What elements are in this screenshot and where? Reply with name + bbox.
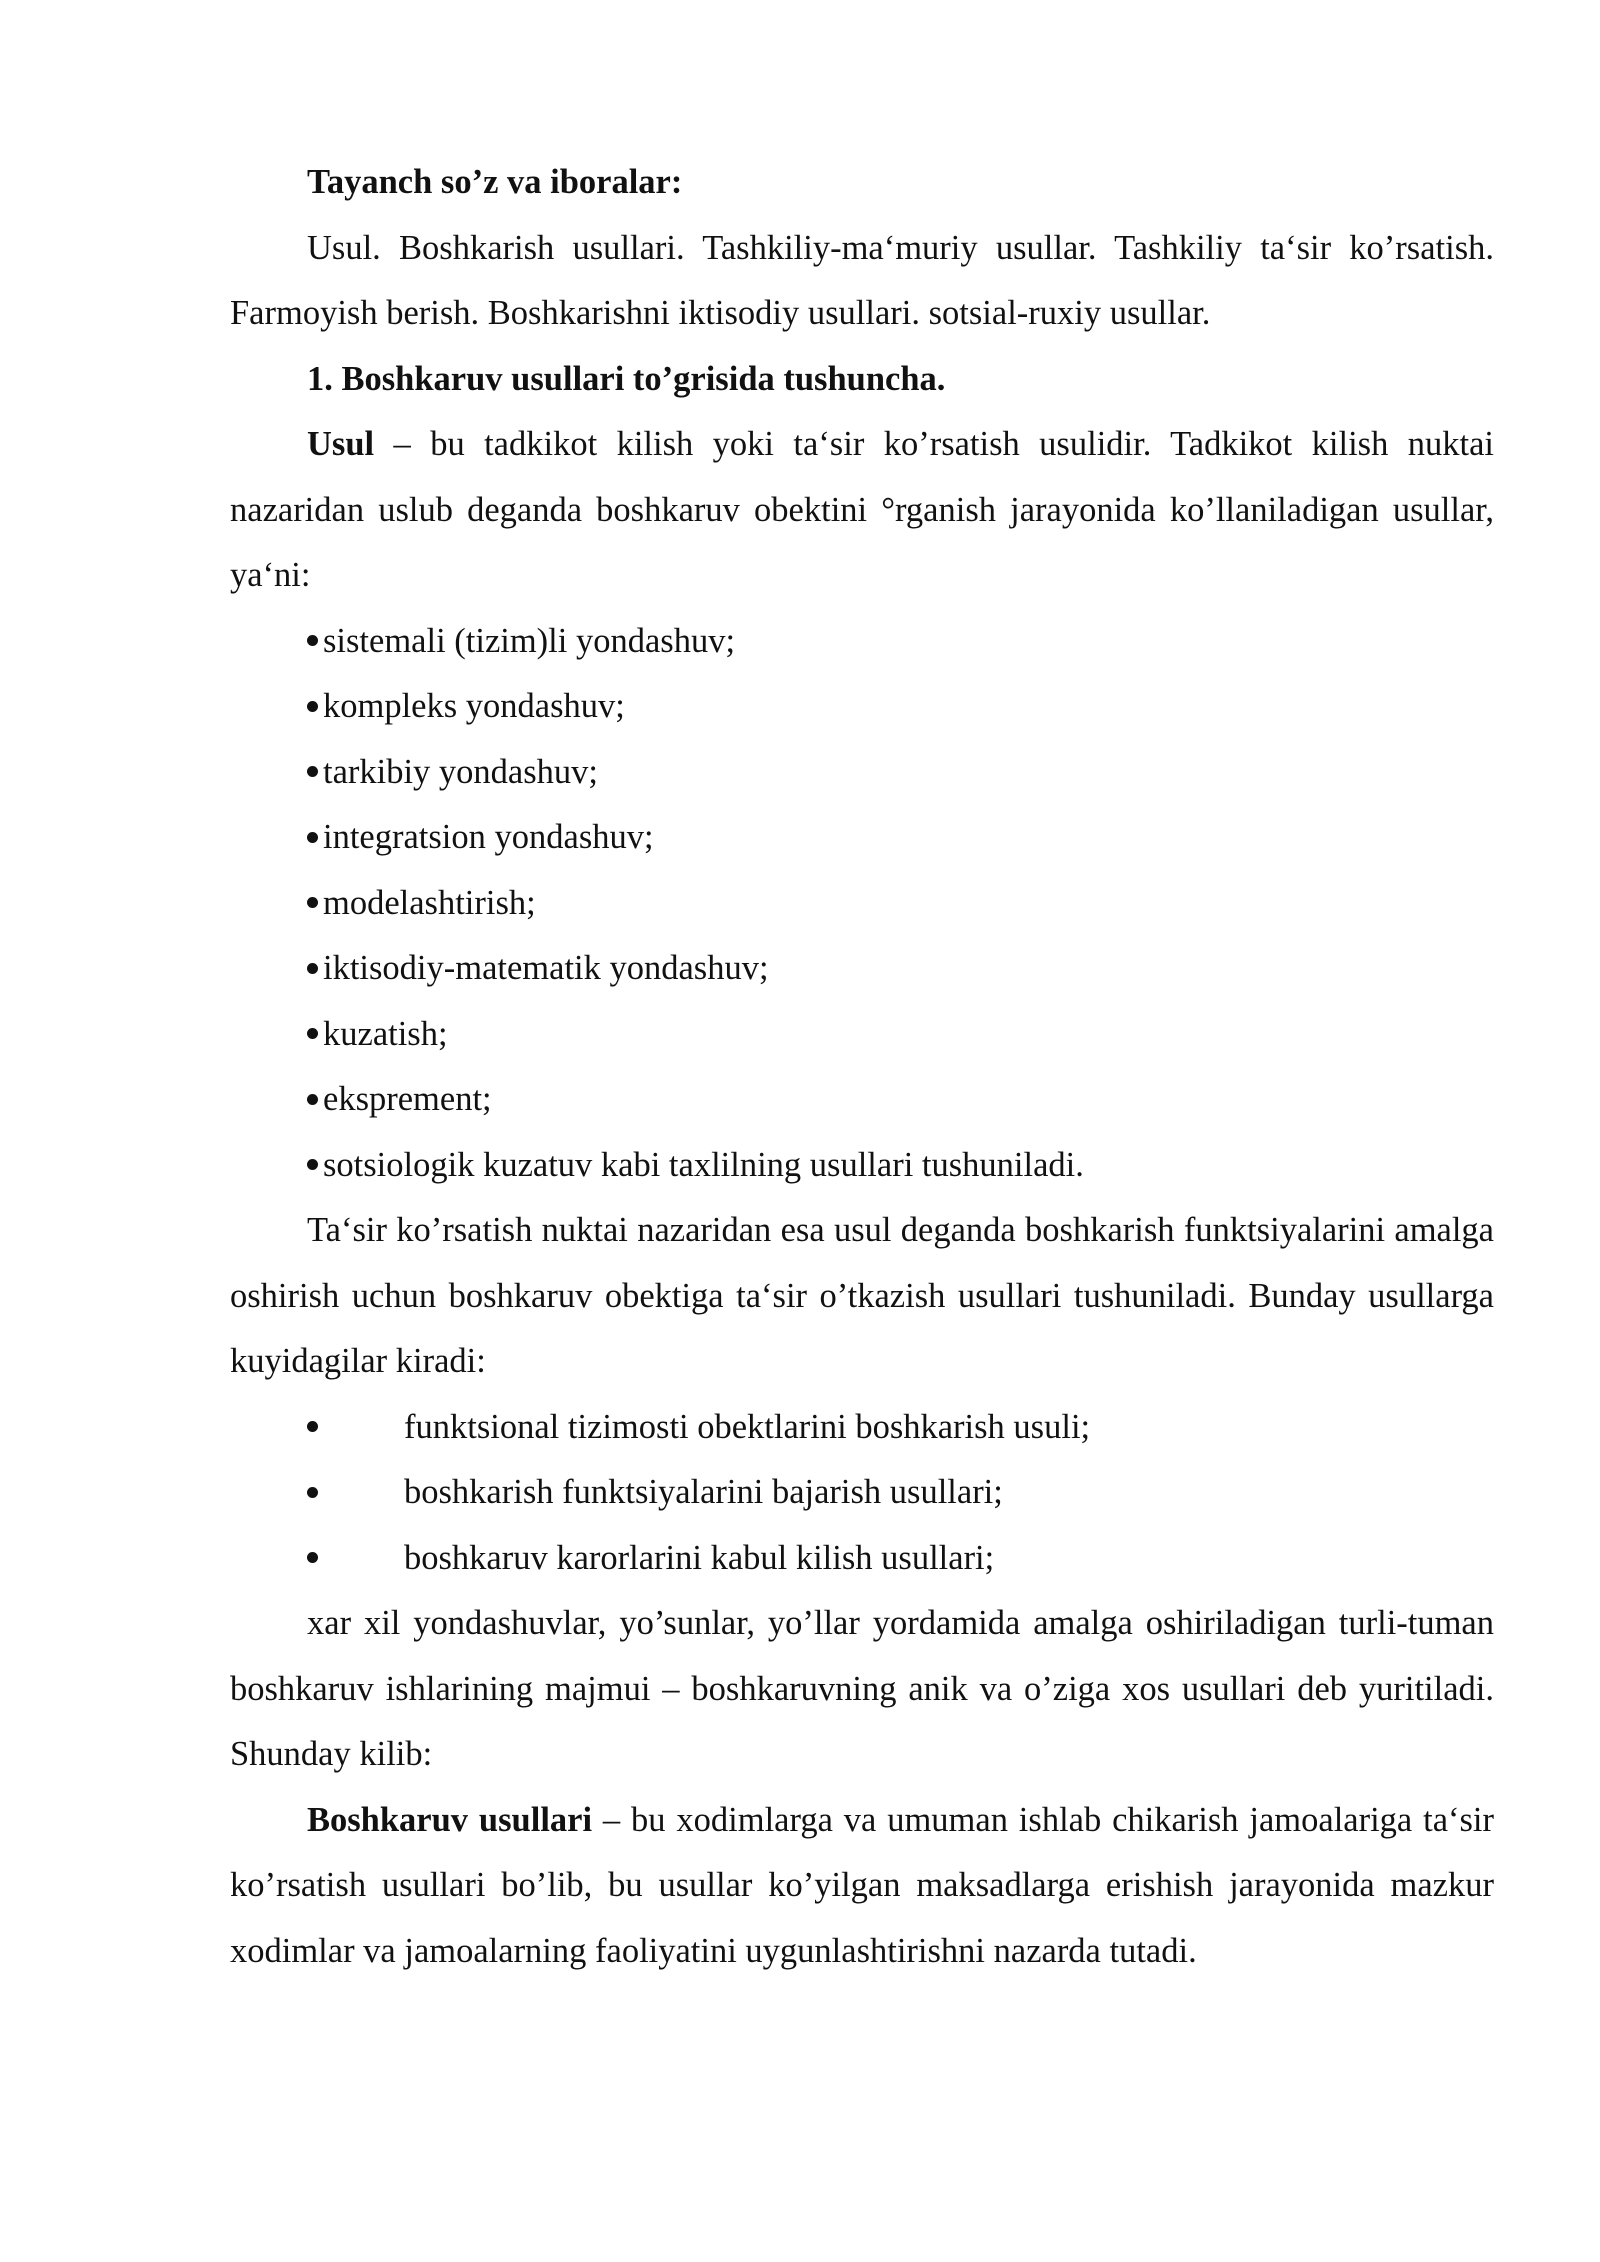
definition-text: – bu xodimlarga va umuman ishlab chikarish jamoalariga ta‘sir ko’rsatish usullari bo’lib, bu usullar ko’yilgan maksadlarga erishish jarayonida mazkur xodimlar va jamoalarning faoliyatini uygunlashtirishni nazarda tutadi. [230,1800,1494,1970]
list-item: sistemali (tizim)li yondashuv; [230,609,1494,675]
bullet-icon [307,1487,318,1498]
bullet-icon [307,897,318,908]
bullet-icon [307,766,318,777]
document-page [230,150,1494,1984]
list-item: sotsiologik kuzatuv kabi taxlilning usullari tushuniladi. [230,1133,1494,1199]
influence-paragraph: Ta‘sir ko’rsatish nuktai nazaridan esa usul deganda boshkarish funktsiyalarini amalga oshirish uchun boshkaruv obektiga ta‘sir o’tkazish usullari tushuniladi. Bunday usullarga kuyidagilar kiradi: [230,1211,1494,1380]
influence-methods-list [230,1395,1494,1592]
usul-definition-text: – bu tadkikot kilish yoki ta‘sir ko’rsatish usulidir. Tadkikot kilish nuktai nazaridan uslub deganda boshkaruv obektini °rganish jarayonida ko’llaniladigan usullar, ya‘ni: [230,425,1494,594]
section-title: 1. Boshkaruv usullari to’grisida tushuncha. [307,359,946,398]
keywords-heading: Tayanch so’z va iboralar: [307,163,683,201]
list-item: boshkaruv karorlarini kabul kilish usullari; [230,1526,1494,1592]
bullet-icon [307,1028,318,1039]
list-item: kompleks yondashuv; [230,674,1494,740]
bullet-icon [307,635,318,646]
list-item: modelashtirish; [230,871,1494,937]
list-item: ekspremеnt; [230,1067,1494,1133]
list-item: funktsional tizimosti obektlarini boshkarish usuli; [230,1395,1494,1461]
summary-paragraph: xar xil yondashuvlar, yo’sunlar, yo’llar yordamida amalga oshiriladigan turli-tuman boshkaruv ishlarining majmui – boshkaruvning anik va o’ziga xos usullari deb yuritiladi. Shunday kilib: [230,1604,1494,1773]
list-item: boshkarish funktsiyalarini bajarish usullari; [230,1460,1494,1526]
usul-definition-paragraph [230,412,1494,609]
list-item: tarkibiy yondashuv; [230,740,1494,806]
usul-term: Usul [307,425,375,463]
research-methods-list [230,609,1494,1199]
list-item: integratsion yondashuv; [230,805,1494,871]
definition-term: Boshkaruv usullari [307,1800,593,1839]
list-item: iktisodiy-matematik yondashuv; [230,936,1494,1002]
bullet-icon [307,1159,318,1170]
bullet-icon [307,1094,318,1105]
list-item: kuzatish; [230,1002,1494,1068]
bullet-icon [307,1552,318,1563]
bullet-icon [307,1421,318,1432]
bullet-icon [307,832,318,843]
keywords-paragraph: Usul. Boshkarish usullari. Tashkiliy-ma‘muriy usullar. Tashkiliy ta‘sir ko’rsatish. Farmoyish berish. Boshkarishni iktisodiy usullari. sotsial-ruxiy usullar. [230,228,1494,332]
bullet-icon [307,701,318,712]
definition-paragraph [230,1788,1494,1985]
bullet-icon [307,963,318,974]
